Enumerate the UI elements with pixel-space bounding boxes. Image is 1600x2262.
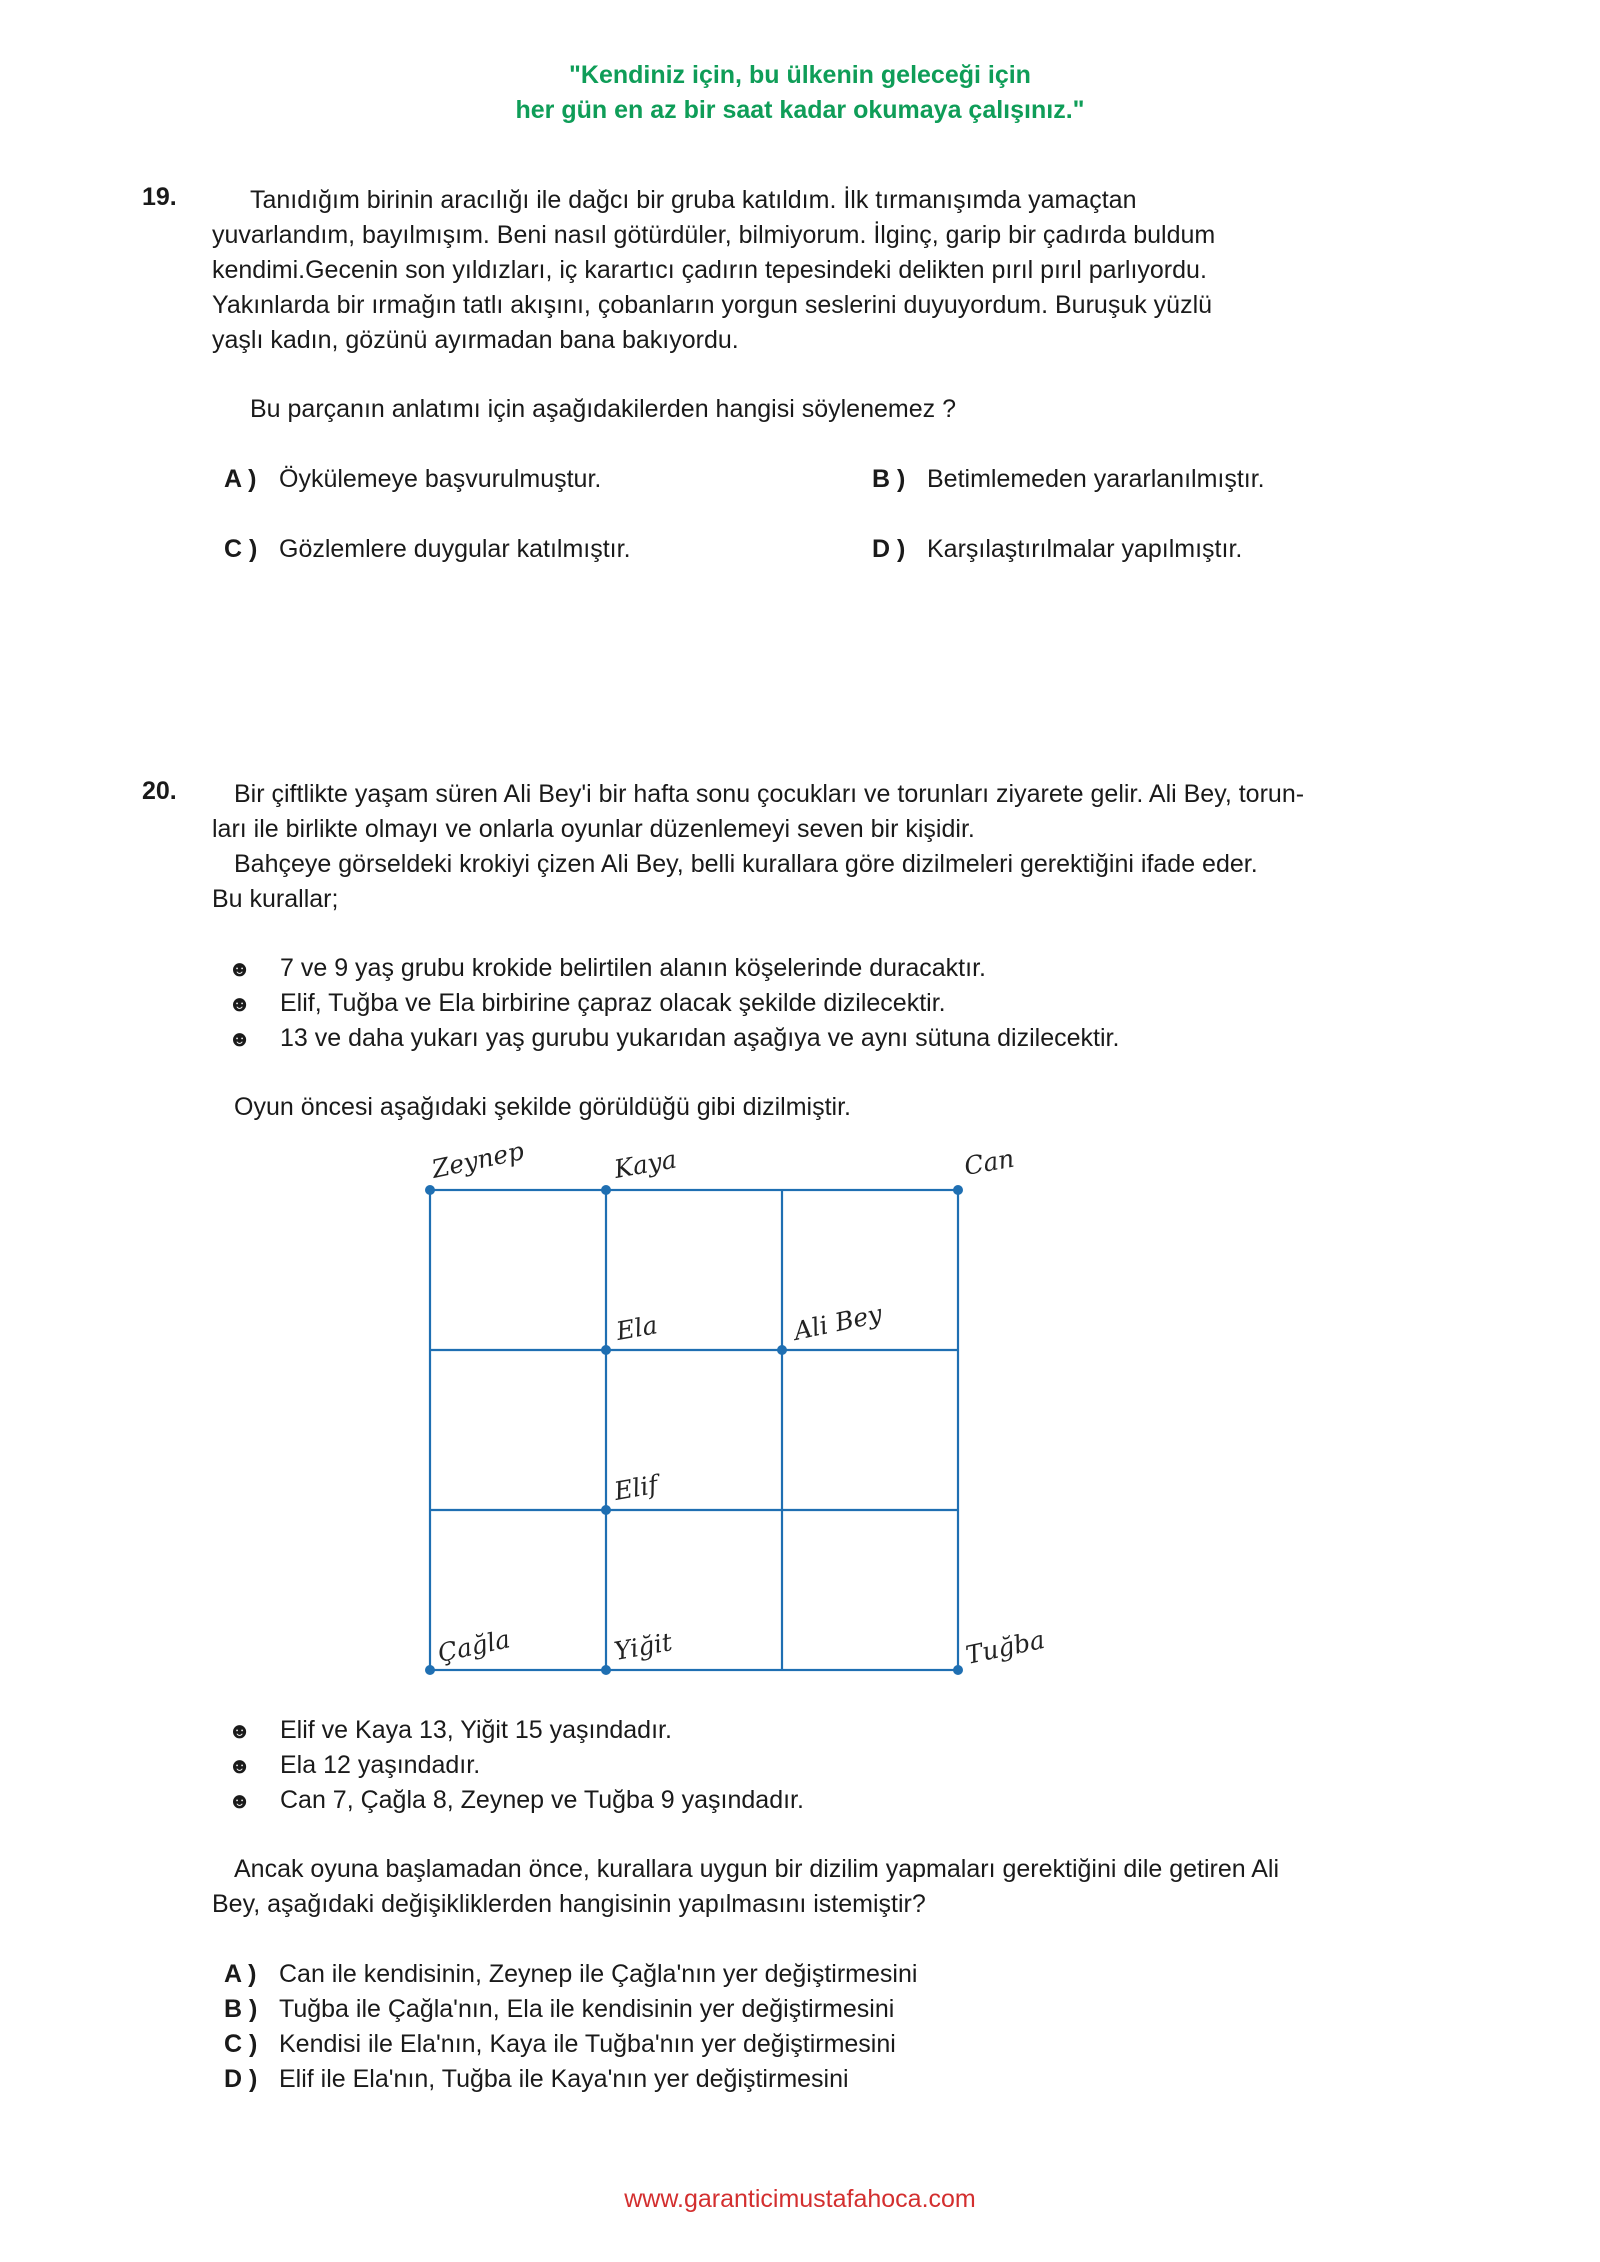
intro-line: Bahçeye görseldeki krokiyi çizen Ali Bey, belli kurallara göre dizilmeleri gerektiğini ifade eder. bbox=[234, 850, 1258, 878]
point-elif bbox=[601, 1505, 611, 1515]
footer-website-link[interactable]: www.garanticimustafahoca.com bbox=[624, 2185, 976, 2213]
age-item bbox=[228, 1783, 804, 1818]
option-key: D ) bbox=[224, 2065, 258, 2093]
label-yigit: Yiğit bbox=[612, 1627, 675, 1666]
grid-lines bbox=[430, 1190, 958, 1670]
point-ali-bey bbox=[777, 1345, 787, 1355]
option-key: B ) bbox=[224, 1995, 258, 2023]
intro-line: Bu kurallar; bbox=[212, 885, 339, 913]
question-20-number: 20. bbox=[142, 777, 177, 805]
question-20-stem bbox=[212, 1852, 1402, 1922]
age-item bbox=[228, 1713, 672, 1748]
option-key: A ) bbox=[224, 465, 257, 493]
grid-border bbox=[430, 1190, 958, 1670]
option-text: Karşılaştırılmalar yapılmıştır. bbox=[927, 535, 1243, 563]
smiley-bullet-icon: ☻ bbox=[228, 956, 252, 981]
question-19-number: 19. bbox=[142, 183, 177, 211]
smiley-bullet-icon: ☻ bbox=[228, 991, 252, 1016]
label-can: Can bbox=[962, 1143, 1017, 1181]
option-text: Kendisi ile Ela'nın, Kaya ile Tuğba'nın yer değiştirmesini bbox=[279, 2030, 896, 2058]
label-kaya: Kaya bbox=[612, 1144, 679, 1184]
point-kaya bbox=[601, 1185, 611, 1195]
point-cagla bbox=[425, 1665, 435, 1675]
option-key: C ) bbox=[224, 2030, 258, 2058]
intro-line: ları ile birlikte olmayı ve onlarla oyunlar düzenlemeyi seven bir kişidir. bbox=[212, 815, 975, 843]
label-tugba: Tuğba bbox=[963, 1624, 1048, 1670]
point-can bbox=[953, 1185, 963, 1195]
point-zeynep bbox=[425, 1185, 435, 1195]
option-text: Tuğba ile Çağla'nın, Ela ile kendisinin yer değiştirmesini bbox=[279, 1995, 895, 2023]
passage-line: yuvarlandım, bayılmışım. Beni nasıl götürdüler, bilmiyorum. İlginç, garip bir çadırda buldum bbox=[212, 221, 1216, 249]
label-cagla: Çağla bbox=[435, 1624, 513, 1668]
label-zeynep: Zeynep bbox=[429, 1136, 527, 1184]
option-key: B ) bbox=[872, 465, 906, 493]
option-key: A ) bbox=[224, 1960, 257, 1988]
point-ela bbox=[601, 1345, 611, 1355]
smiley-bullet-icon: ☻ bbox=[228, 1753, 252, 1778]
passage-line: yaşlı kadın, gözünü ayırmadan bana bakıyordu. bbox=[212, 326, 739, 354]
smiley-bullet-icon: ☻ bbox=[228, 1718, 252, 1743]
label-ela: Ela bbox=[614, 1310, 660, 1346]
option-text: Gözlemlere duygular katılmıştır. bbox=[279, 535, 631, 563]
stem-line: Bey, aşağıdaki değişikliklerden hangisinin yapılmasını istemiştir? bbox=[212, 1890, 926, 1918]
age-item bbox=[228, 1748, 480, 1783]
option-key: C ) bbox=[224, 535, 258, 563]
rule-text: 7 ve 9 yaş grubu krokide belirtilen alanın köşelerinde duracaktır. bbox=[280, 954, 986, 982]
passage-line: kendimi.Gecenin son yıldızları, iç karartıcı çadırın tepesindeki delikten pırıl pırıl parlıyordu. bbox=[212, 256, 1207, 284]
grid-points bbox=[425, 1185, 963, 1675]
stem-line: Ancak oyuna başlamadan önce, kurallara uygun bir dizilim yapmaları gerektiğini dile getiren Ali bbox=[234, 1855, 1280, 1883]
label-elif: Elif bbox=[612, 1469, 660, 1506]
age-text: Ela 12 yaşındadır. bbox=[280, 1751, 481, 1779]
smiley-bullet-icon: ☻ bbox=[228, 1788, 252, 1813]
question-19-stem: Bu parçanın anlatımı için aşağıdakilerden hangisi söylenemez ? bbox=[250, 395, 956, 423]
motto-line-2: her gün en az bir saat kadar okumaya çalışınız." bbox=[515, 96, 1085, 124]
passage-line: Yakınlarda bir ırmağın tatlı akışını, çobanların yorgun seslerini duyuyordum. Buruşuk yüzlü bbox=[212, 291, 1213, 319]
option-text: Betimlemeden yararlanılmıştır. bbox=[927, 465, 1265, 493]
point-tugba bbox=[953, 1665, 963, 1675]
q20-option-d[interactable] bbox=[224, 2062, 849, 2097]
label-ali-bey: Ali Bey bbox=[791, 1298, 885, 1346]
intro-line: Bir çiftlikte yaşam süren Ali Bey'i bir hafta sonu çocukları ve torunları ziyarete gelir. Ali Bey, torun- bbox=[234, 780, 1305, 808]
passage-line: Tanıdığım birinin aracılığı ile dağcı bir gruba katıldım. İlk tırmanışımda yamaçtan bbox=[250, 186, 1137, 214]
age-text: Can 7, Çağla 8, Zeynep ve Tuğba 9 yaşındadır. bbox=[280, 1786, 804, 1814]
option-text: Öykülemeye başvurulmuştur. bbox=[279, 465, 602, 493]
option-key: D ) bbox=[872, 535, 906, 563]
option-text: Can ile kendisinin, Zeynep ile Çağla'nın yer değiştirmesini bbox=[279, 1960, 918, 1988]
smiley-bullet-icon: ☻ bbox=[228, 1026, 252, 1051]
q20-option-a[interactable] bbox=[224, 1957, 917, 1992]
motto-line-1: "Kendiniz için, bu ülkenin geleceği için bbox=[569, 61, 1031, 89]
q20-option-c[interactable] bbox=[224, 2027, 896, 2062]
q20-option-b[interactable] bbox=[224, 1992, 894, 2027]
option-text: Elif ile Ela'nın, Tuğba ile Kaya'nın yer değiştirmesini bbox=[279, 2065, 849, 2093]
point-yigit bbox=[601, 1665, 611, 1675]
age-text: Elif ve Kaya 13, Yiğit 15 yaşındadır. bbox=[280, 1716, 672, 1744]
pre-game-text: Oyun öncesi aşağıdaki şekilde görüldüğü gibi dizilmiştir. bbox=[234, 1093, 851, 1121]
rule-text: 13 ve daha yukarı yaş gurubu yukarıdan aşağıya ve aynı sütuna dizilecektir. bbox=[280, 1024, 1120, 1052]
rule-text: Elif, Tuğba ve Ela birbirine çapraz olacak şekilde dizilecektir. bbox=[280, 989, 946, 1017]
